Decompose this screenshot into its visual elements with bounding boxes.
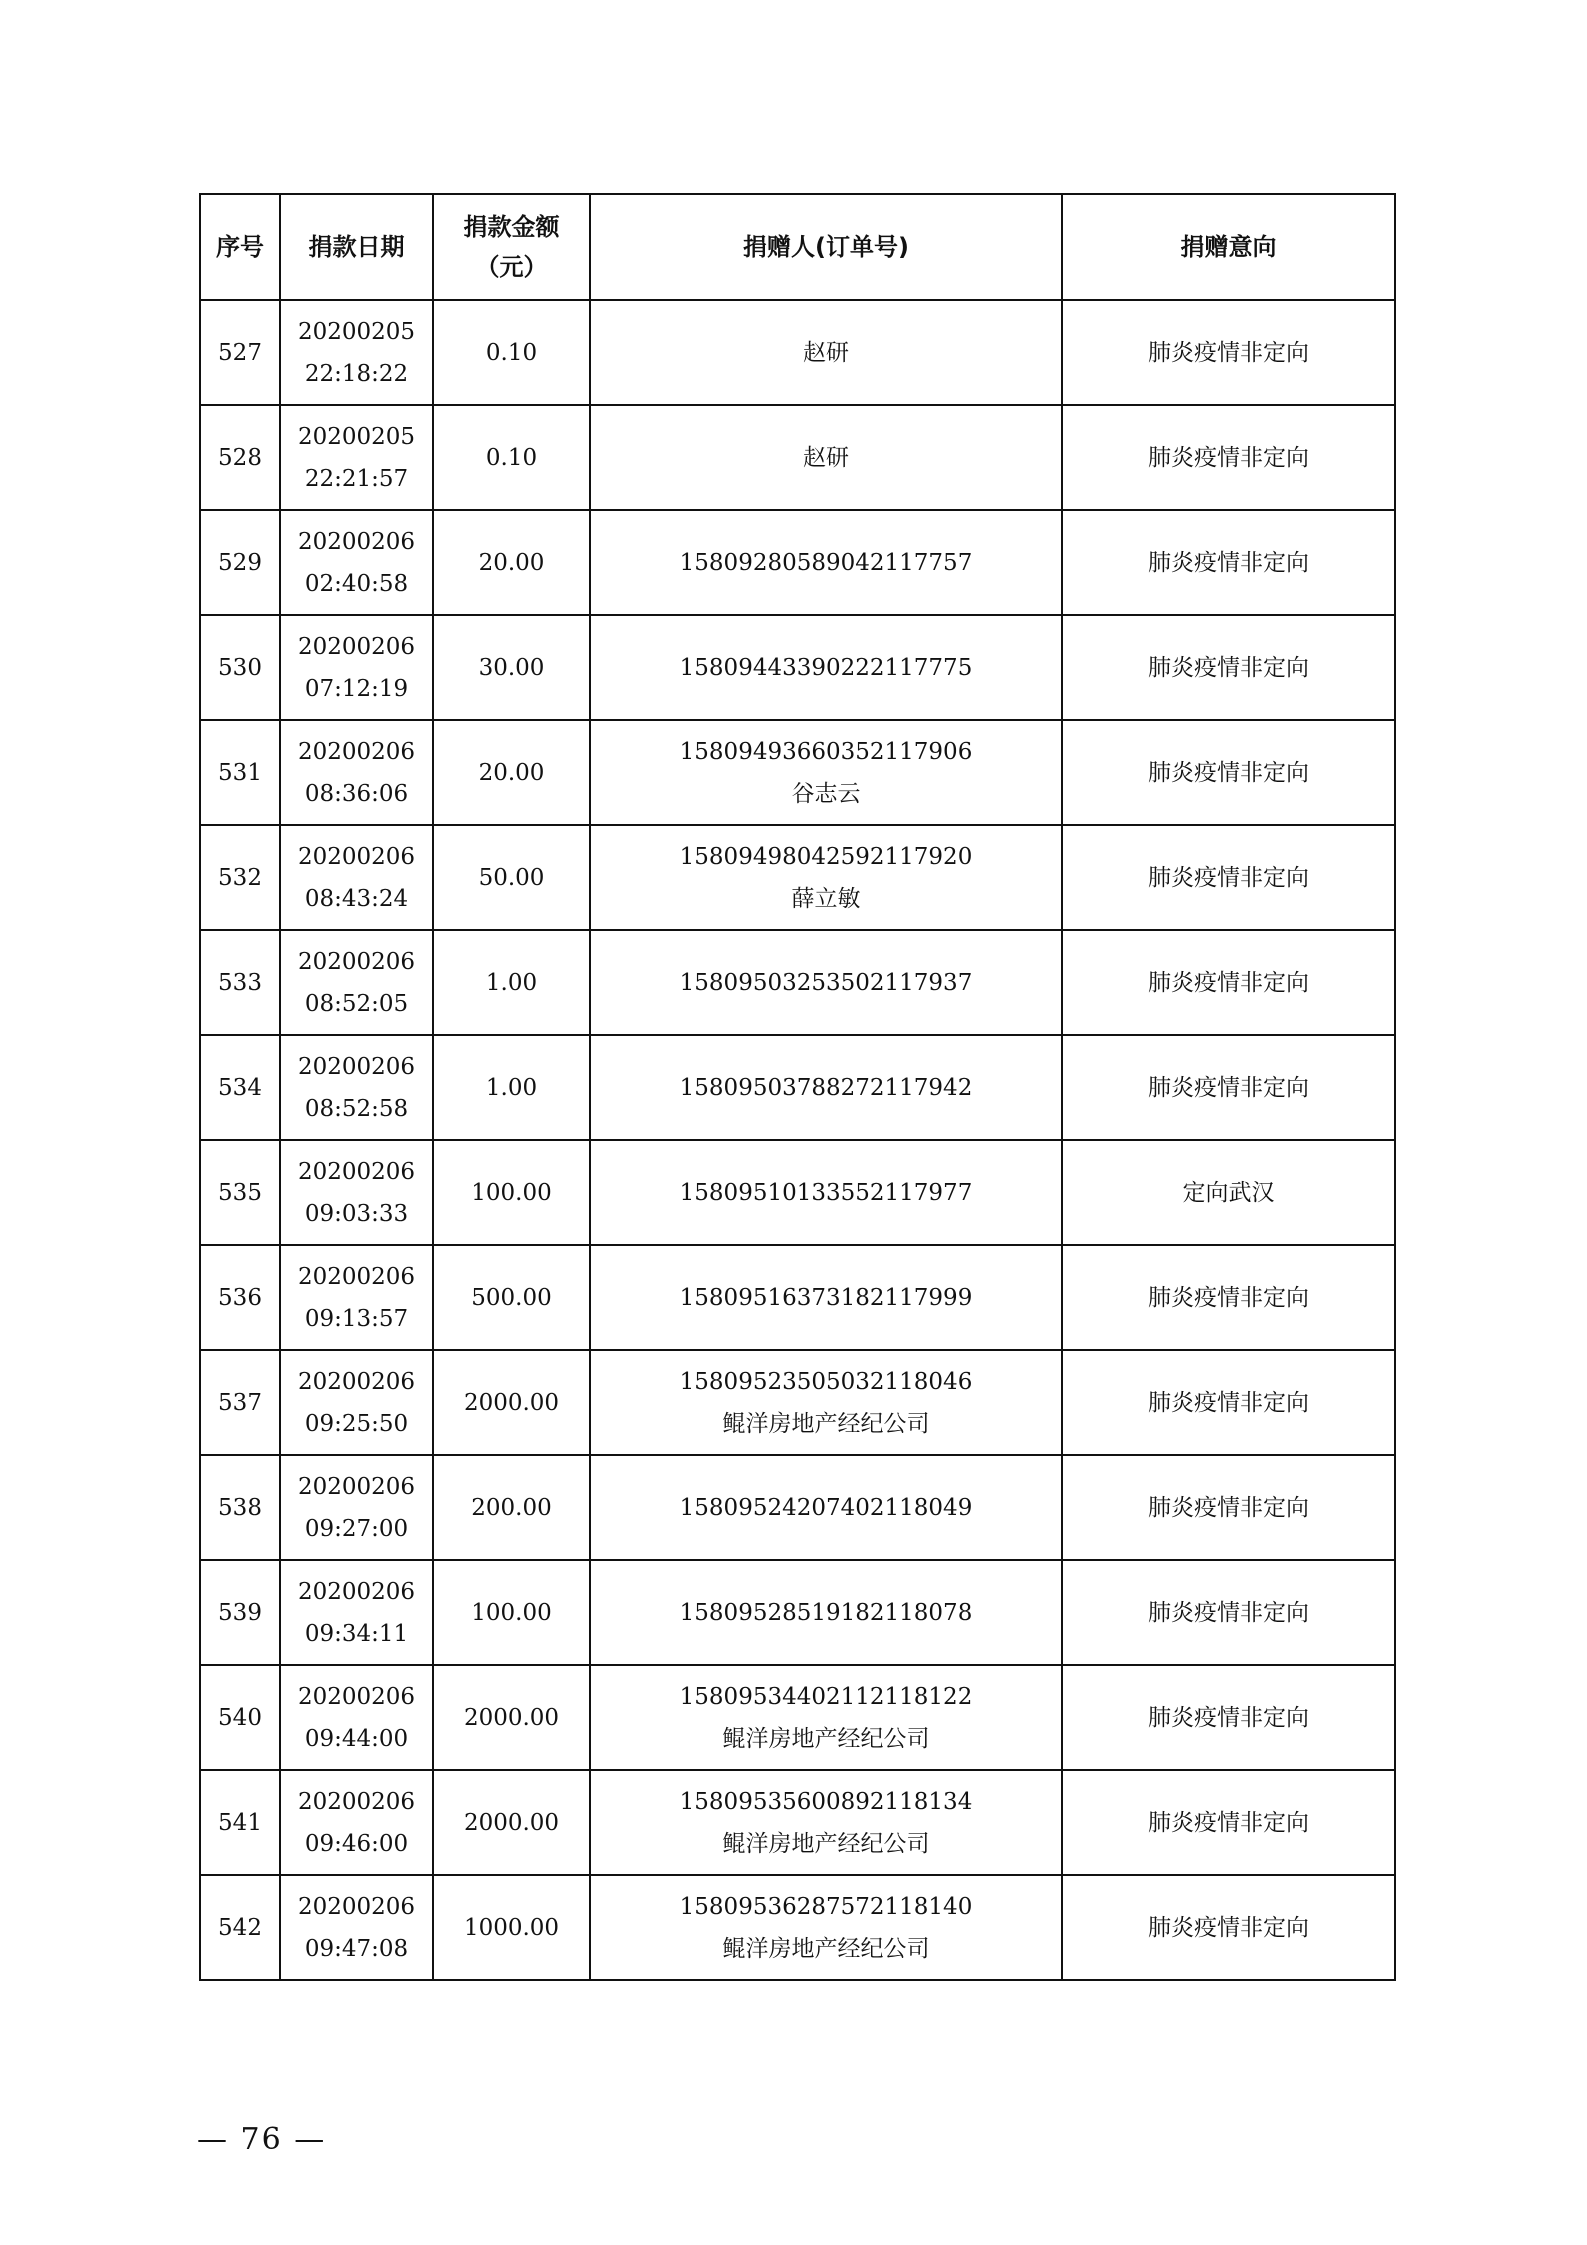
header-amount-unit: （元） xyxy=(475,253,548,281)
table-row xyxy=(200,1455,1395,1560)
cell-date-time: 08:36:06 xyxy=(304,780,409,807)
cell-intent: 肺炎疫情非定向 xyxy=(1062,930,1395,1035)
cell-intent: 肺炎疫情非定向 xyxy=(1062,1350,1395,1455)
cell-date-time: 07:12:19 xyxy=(304,675,409,702)
cell-date-time: 09:44:00 xyxy=(304,1725,409,1752)
cell-intent: 肺炎疫情非定向 xyxy=(1062,1560,1395,1665)
cell-donor-order: 15809498042592117920 xyxy=(679,843,973,870)
table-row xyxy=(200,720,1395,825)
cell-date-day: 20200206 xyxy=(297,1683,416,1710)
cell-date-day: 20200206 xyxy=(297,1263,416,1290)
cell-donor-name: 谷志云 xyxy=(791,780,861,807)
table-row xyxy=(200,1350,1395,1455)
table-row xyxy=(200,1560,1395,1665)
cell-date-day: 20200206 xyxy=(297,1578,416,1605)
cell-donor xyxy=(590,1350,1062,1455)
cell-amount: 50.00 xyxy=(433,825,590,930)
cell-amount: 1000.00 xyxy=(433,1875,590,1980)
cell-date xyxy=(280,825,433,930)
cell-date-day: 20200206 xyxy=(297,1893,416,1920)
cell-donor xyxy=(590,930,1062,1035)
cell-date-day: 20200206 xyxy=(297,843,416,870)
cell-date-day: 20200206 xyxy=(297,1158,416,1185)
cell-date xyxy=(280,510,433,615)
table-row xyxy=(200,405,1395,510)
page-number: — 76 — xyxy=(197,2122,327,2157)
cell-amount: 0.10 xyxy=(433,405,590,510)
cell-date-time: 08:52:05 xyxy=(304,990,409,1017)
cell-date xyxy=(280,1665,433,1770)
cell-date-time: 09:25:50 xyxy=(304,1410,409,1437)
cell-date xyxy=(280,720,433,825)
table-row xyxy=(200,825,1395,930)
cell-donor xyxy=(590,1455,1062,1560)
cell-date-time: 09:13:57 xyxy=(304,1305,409,1332)
cell-intent: 肺炎疫情非定向 xyxy=(1062,1455,1395,1560)
header-amount xyxy=(433,194,590,300)
cell-donor-name: 鲲洋房地产经纪公司 xyxy=(722,1830,930,1857)
header-seq: 序号 xyxy=(200,194,280,300)
cell-seq: 541 xyxy=(200,1770,280,1875)
cell-seq: 530 xyxy=(200,615,280,720)
cell-date-day: 20200206 xyxy=(297,1473,416,1500)
cell-amount: 2000.00 xyxy=(433,1665,590,1770)
cell-seq: 532 xyxy=(200,825,280,930)
cell-date-day: 20200205 xyxy=(297,318,416,345)
cell-intent: 肺炎疫情非定向 xyxy=(1062,615,1395,720)
cell-date-day: 20200206 xyxy=(297,948,416,975)
cell-intent: 肺炎疫情非定向 xyxy=(1062,510,1395,615)
cell-date xyxy=(280,1455,433,1560)
cell-seq: 539 xyxy=(200,1560,280,1665)
cell-intent: 肺炎疫情非定向 xyxy=(1062,1875,1395,1980)
cell-date xyxy=(280,930,433,1035)
cell-date-time: 02:40:58 xyxy=(304,570,409,597)
cell-date xyxy=(280,1560,433,1665)
cell-seq: 536 xyxy=(200,1245,280,1350)
cell-intent: 定向武汉 xyxy=(1062,1140,1395,1245)
cell-date xyxy=(280,1875,433,1980)
cell-amount: 100.00 xyxy=(433,1560,590,1665)
cell-donor xyxy=(590,825,1062,930)
cell-date xyxy=(280,615,433,720)
cell-amount: 2000.00 xyxy=(433,1770,590,1875)
table-row xyxy=(200,1875,1395,1980)
cell-donor-order: 15809280589042117757 xyxy=(679,549,973,576)
cell-amount: 20.00 xyxy=(433,720,590,825)
cell-donor xyxy=(590,1245,1062,1350)
cell-seq: 531 xyxy=(200,720,280,825)
cell-donor-order: 15809535600892118134 xyxy=(679,1788,973,1815)
cell-seq: 528 xyxy=(200,405,280,510)
cell-date-day: 20200206 xyxy=(297,738,416,765)
cell-amount: 1.00 xyxy=(433,1035,590,1140)
cell-seq: 529 xyxy=(200,510,280,615)
cell-donor xyxy=(590,1035,1062,1140)
table-row xyxy=(200,300,1395,405)
cell-donor xyxy=(590,300,1062,405)
cell-intent: 肺炎疫情非定向 xyxy=(1062,825,1395,930)
table-row xyxy=(200,1140,1395,1245)
cell-seq: 534 xyxy=(200,1035,280,1140)
cell-seq: 533 xyxy=(200,930,280,1035)
donation-table xyxy=(199,193,1396,1981)
cell-donor xyxy=(590,1770,1062,1875)
cell-donor-name: 薛立敏 xyxy=(791,885,861,912)
cell-seq: 538 xyxy=(200,1455,280,1560)
cell-seq: 527 xyxy=(200,300,280,405)
cell-date xyxy=(280,1035,433,1140)
cell-seq: 542 xyxy=(200,1875,280,1980)
cell-donor-order: 15809528519182118078 xyxy=(679,1599,973,1626)
cell-amount: 1.00 xyxy=(433,930,590,1035)
cell-intent: 肺炎疫情非定向 xyxy=(1062,1035,1395,1140)
cell-donor-order: 15809536287572118140 xyxy=(679,1893,973,1920)
cell-date xyxy=(280,1140,433,1245)
cell-amount: 2000.00 xyxy=(433,1350,590,1455)
table-header-row xyxy=(200,194,1395,300)
cell-donor-order: 15809443390222117775 xyxy=(679,654,973,681)
table-row xyxy=(200,1245,1395,1350)
cell-donor-order: 15809534402112118122 xyxy=(679,1683,973,1710)
cell-seq: 537 xyxy=(200,1350,280,1455)
cell-seq: 540 xyxy=(200,1665,280,1770)
cell-donor-name: 鲲洋房地产经纪公司 xyxy=(722,1935,930,1962)
cell-donor-order: 赵研 xyxy=(803,339,849,366)
table-row xyxy=(200,1665,1395,1770)
cell-intent: 肺炎疫情非定向 xyxy=(1062,720,1395,825)
cell-date xyxy=(280,405,433,510)
cell-intent: 肺炎疫情非定向 xyxy=(1062,1245,1395,1350)
cell-date-time: 09:34:11 xyxy=(304,1620,409,1647)
cell-donor xyxy=(590,1875,1062,1980)
cell-donor-name: 鲲洋房地产经纪公司 xyxy=(722,1725,930,1752)
cell-intent: 肺炎疫情非定向 xyxy=(1062,405,1395,510)
header-donor: 捐赠人(订单号) xyxy=(590,194,1062,300)
cell-donor-order: 15809503253502117937 xyxy=(679,969,973,996)
cell-date-time: 09:46:00 xyxy=(304,1830,409,1857)
cell-date-day: 20200206 xyxy=(297,1053,416,1080)
cell-intent: 肺炎疫情非定向 xyxy=(1062,300,1395,405)
cell-date-day: 20200206 xyxy=(297,1368,416,1395)
cell-date-day: 20200206 xyxy=(297,633,416,660)
cell-date xyxy=(280,1245,433,1350)
cell-date-time: 22:21:57 xyxy=(304,465,409,492)
cell-donor xyxy=(590,615,1062,720)
cell-amount: 100.00 xyxy=(433,1140,590,1245)
cell-date-time: 09:47:08 xyxy=(304,1935,409,1962)
cell-donor xyxy=(590,1140,1062,1245)
cell-intent: 肺炎疫情非定向 xyxy=(1062,1770,1395,1875)
cell-date-time: 08:52:58 xyxy=(304,1095,409,1122)
cell-donor xyxy=(590,1665,1062,1770)
cell-date-day: 20200206 xyxy=(297,528,416,555)
cell-donor-name: 鲲洋房地产经纪公司 xyxy=(722,1410,930,1437)
cell-donor-order: 15809523505032118046 xyxy=(679,1368,973,1395)
table-row xyxy=(200,1035,1395,1140)
cell-seq: 535 xyxy=(200,1140,280,1245)
cell-date-time: 22:18:22 xyxy=(304,360,409,387)
cell-donor-order: 15809516373182117999 xyxy=(679,1284,973,1311)
header-amount-label: 捐款金额 xyxy=(463,213,560,241)
header-intent: 捐赠意向 xyxy=(1062,194,1395,300)
table-row xyxy=(200,615,1395,720)
header-date: 捐款日期 xyxy=(280,194,433,300)
cell-amount: 0.10 xyxy=(433,300,590,405)
cell-date xyxy=(280,300,433,405)
cell-date-day: 20200205 xyxy=(297,423,416,450)
cell-date xyxy=(280,1350,433,1455)
cell-amount: 30.00 xyxy=(433,615,590,720)
cell-date-time: 08:43:24 xyxy=(304,885,409,912)
cell-donor xyxy=(590,720,1062,825)
cell-donor-order: 15809524207402118049 xyxy=(679,1494,973,1521)
cell-date-time: 09:03:33 xyxy=(304,1200,409,1227)
cell-date-day: 20200206 xyxy=(297,1788,416,1815)
cell-amount: 200.00 xyxy=(433,1455,590,1560)
cell-date-time: 09:27:00 xyxy=(304,1515,409,1542)
cell-donor xyxy=(590,1560,1062,1665)
table-row xyxy=(200,930,1395,1035)
cell-donor-order: 15809493660352117906 xyxy=(679,738,973,765)
cell-amount: 500.00 xyxy=(433,1245,590,1350)
table-row xyxy=(200,510,1395,615)
cell-amount: 20.00 xyxy=(433,510,590,615)
cell-donor-order: 赵研 xyxy=(803,444,849,471)
cell-donor xyxy=(590,510,1062,615)
cell-donor-order: 15809503788272117942 xyxy=(679,1074,973,1101)
cell-intent: 肺炎疫情非定向 xyxy=(1062,1665,1395,1770)
cell-donor xyxy=(590,405,1062,510)
table-row xyxy=(200,1770,1395,1875)
cell-donor-order: 15809510133552117977 xyxy=(679,1179,973,1206)
cell-date xyxy=(280,1770,433,1875)
